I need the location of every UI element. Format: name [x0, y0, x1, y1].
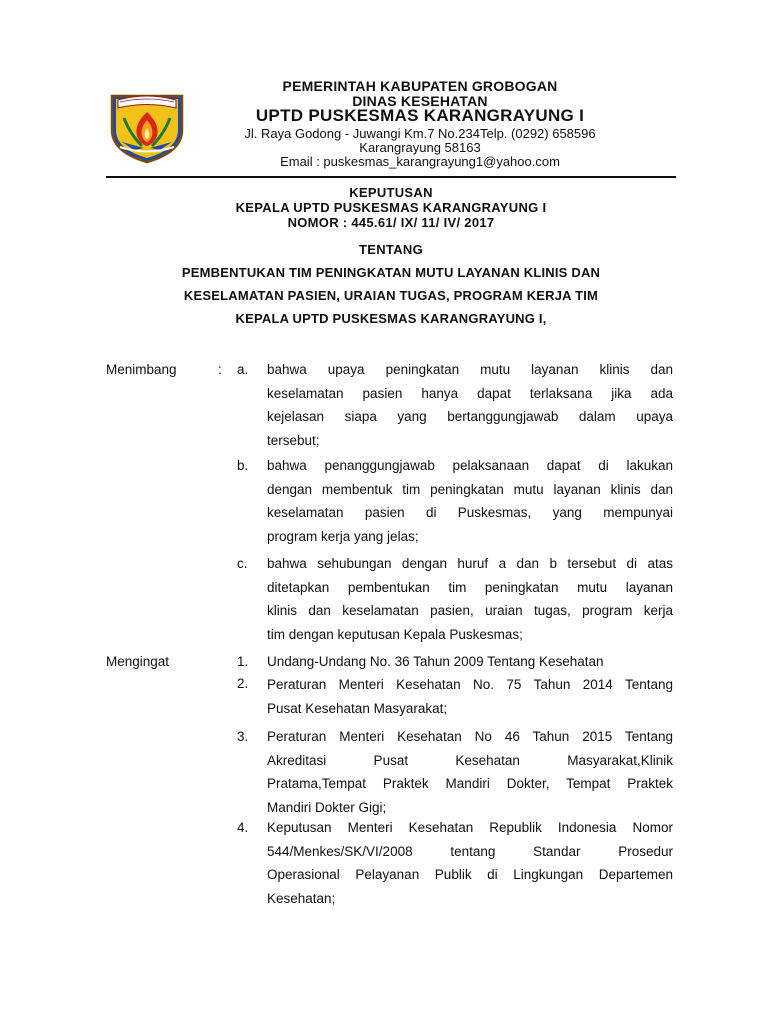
menimbang-clause-a — [267, 358, 673, 452]
clause-line: keselamatan pasien di Puskesmas, yang mempunyai — [267, 505, 673, 520]
decree-subject-line: KEPALA UPTD PUSKESMAS KARANGRAYUNG I, — [235, 311, 547, 326]
city-line: Karangrayung 58163 — [359, 140, 481, 155]
clause-marker: 2. — [237, 676, 249, 691]
address-line: Jl. Raya Godong - Juwangi Km.7 No.234Telp. (0292) 658596 — [244, 126, 596, 141]
clause-line: Undang-Undang No. 36 Tahun 2009 Tentang Kesehatan — [267, 654, 604, 669]
clause-marker: a. — [237, 362, 249, 377]
clause-marker: c. — [237, 556, 248, 571]
mengingat-item-1 — [267, 650, 673, 674]
clause-line: bahwa upaya peningkatan mutu layanan klinis dan — [267, 362, 673, 377]
clause-marker: 4. — [237, 820, 249, 835]
clause-line: Akreditasi Pusat Kesehatan Masyarakat,Klinik — [267, 752, 673, 768]
mengingat-item-2 — [267, 673, 673, 720]
decree-issuer: KEPALA UPTD PUSKESMAS KARANGRAYUNG I — [235, 200, 547, 215]
menimbang-clause-c — [267, 552, 673, 646]
letterhead-divider — [106, 176, 676, 178]
clause-line: 544/Menkes/SK/VI/2008 tentang Standar Prosedur — [267, 843, 673, 859]
clause-line: Peraturan Menteri Kesehatan No. 75 Tahun 2014 Tentang — [267, 677, 673, 692]
clause-marker: 1. — [237, 654, 249, 669]
government-name: PEMERINTAH KABUPATEN GROBOGAN — [282, 78, 558, 94]
clause-line: bahwa penanggungjawab pelaksanaan dapat di lakukan — [267, 458, 673, 473]
clause-line: Kesehatan; — [267, 890, 336, 906]
mengingat-item-3 — [267, 725, 673, 819]
clause-line: tersebut; — [267, 432, 320, 448]
clause-line: ditetapkan pembentukan tim peningkatan mutu layanan — [267, 579, 673, 595]
decree-heading: KEPUTUSAN — [349, 185, 433, 200]
clause-line: Pusat Kesehatan Masyarakat; — [267, 700, 448, 716]
clause-line: klinis dan keselamatan pasien, uraian tugas, program kerja — [267, 603, 673, 618]
clause-marker: b. — [237, 458, 249, 473]
decree-subject-line: KESELAMATAN PASIEN, URAIAN TUGAS, PROGRAM KERJA TIM — [183, 288, 599, 303]
decree-subject-line: PEMBENTUKAN TIM PENINGKATAN MUTU LAYANAN KLINIS DAN — [181, 265, 601, 280]
menimbang-clause-b — [267, 454, 673, 548]
clause-line: Pratama,Tempat Praktek Mandiri Dokter, Tempat Praktek — [267, 776, 673, 791]
clause-line: keselamatan pasien hanya dapat terlaksana jika ada — [267, 385, 673, 401]
clause-line: Operasional Pelayanan Publik di Lingkungan Departemen — [267, 867, 673, 882]
decree-number: NOMOR : 445.61/ IX/ 11/ IV/ 2017 — [287, 215, 495, 230]
mengingat-item-4 — [267, 816, 673, 910]
clause-line: kejelasan siapa yang bertanggungjawab dalam upaya — [267, 409, 673, 424]
menimbang-colon: : — [218, 362, 222, 377]
clause-marker: 3. — [237, 729, 249, 744]
clause-line: Mandiri Dokter Gigi; — [267, 799, 387, 815]
clause-line: dengan membentuk tim peningkatan mutu layanan klinis dan — [267, 481, 673, 497]
email-line: Email : puskesmas_karangrayung1@yahoo.com — [280, 154, 560, 169]
decree-about: TENTANG — [359, 242, 423, 257]
mengingat-label: Mengingat — [106, 654, 170, 669]
clause-line: Keputusan Menteri Kesehatan Republik Indonesia Nomor — [267, 820, 673, 835]
menimbang-label: Menimbang — [106, 362, 177, 377]
department-name: DINAS KESEHATAN — [352, 93, 488, 109]
clause-line: Peraturan Menteri Kesehatan No 46 Tahun 2015 Tentang — [267, 729, 673, 744]
clause-line: bahwa sehubungan dengan huruf a dan b tersebut di atas — [267, 556, 673, 571]
clause-line: tim dengan keputusan Kepala Puskesmas; — [267, 626, 523, 642]
clause-line: program kerja yang jelas; — [267, 528, 419, 544]
institution-name: UPTD PUSKESMAS KARANGRAYUNG I — [255, 106, 585, 125]
